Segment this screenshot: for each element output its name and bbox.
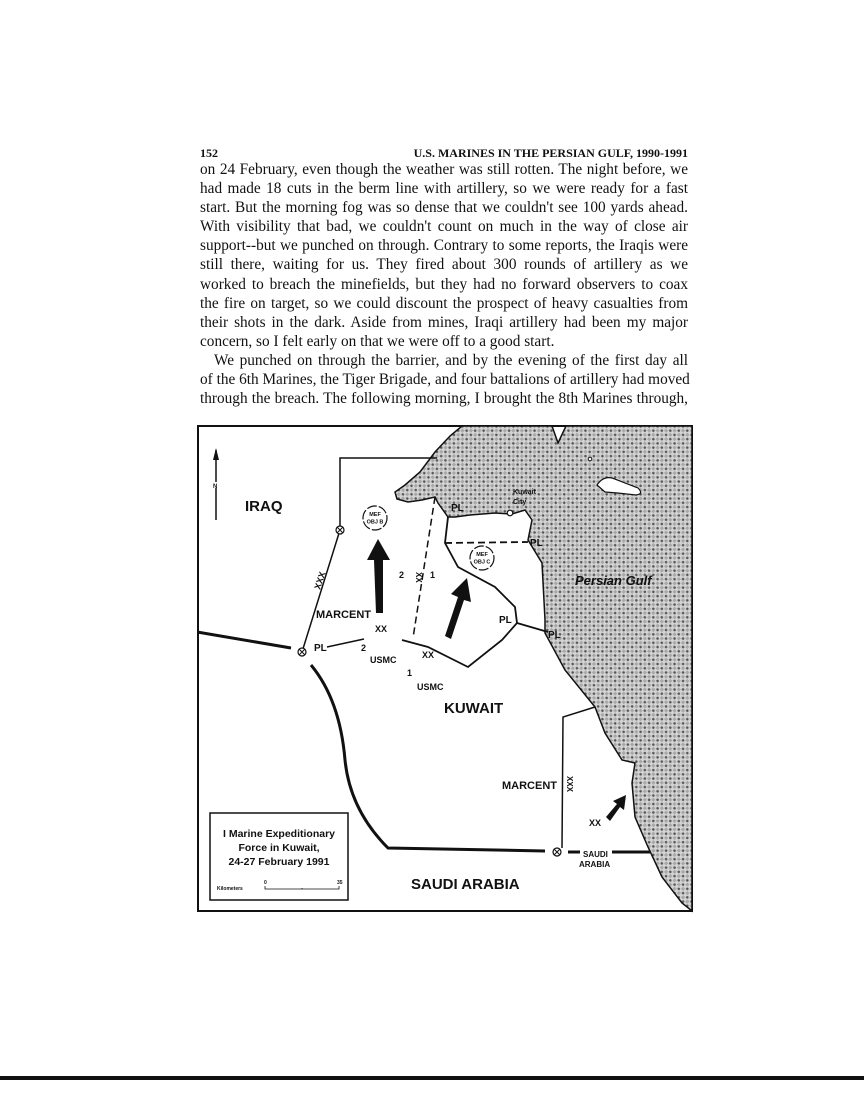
map-label: 24-27 February 1991: [228, 856, 330, 868]
text-line: their shots in the dark. Aside from mines, Iraqi artillery had been my major: [200, 313, 688, 331]
page-number: 152: [200, 146, 218, 160]
map-label: XXX: [565, 776, 574, 793]
text-line: through the breach. The following morning, I brought the 8th Marines through,: [200, 390, 688, 408]
map-label: PL: [499, 615, 512, 626]
map-label: 2: [399, 570, 405, 580]
map-legend: [210, 813, 348, 900]
kuwait-city-icon: [507, 510, 513, 516]
map-label: ARABIA: [579, 860, 611, 869]
map-label: SAUDI: [583, 850, 608, 859]
map-label: Persian Gulf: [575, 573, 652, 588]
map-label: 2: [361, 643, 367, 653]
text-line: start. But the morning fog was so dense that we couldn't see 100 yards ahead.: [200, 199, 688, 217]
map-label: USMC: [417, 682, 444, 692]
map-label: N: [213, 484, 218, 490]
body-text: [200, 160, 688, 408]
map-label: XX: [422, 650, 435, 660]
map-label: XX: [375, 624, 388, 634]
map-label: MEF: [369, 512, 381, 518]
map-label: I Marine Expeditionary: [222, 828, 336, 840]
map-label: XXX: [312, 570, 328, 591]
text-line: on 24 February, even though the weather was still rotten. The night before, we: [200, 161, 688, 178]
text-line: We punched on through the barrier, and by the evening of the first day all: [214, 351, 688, 369]
text-line: support--but we punched on through. Contrary to some reports, the Iraqis were: [200, 237, 688, 255]
map-figure: [197, 425, 693, 913]
map-label: Force in Kuwait,: [238, 842, 320, 854]
map-label: Kuwait: [513, 489, 536, 496]
running-head: U.S. MARINES IN THE PERSIAN GULF, 1990-1991: [413, 146, 688, 160]
map-label: USMC: [370, 655, 397, 665]
text-line: had made 18 cuts in the berm line with artillery, so we were ready for a fast: [200, 180, 688, 198]
text-line: of the 6th Marines, the Tiger Brigade, and four battalions of artillery had moved: [200, 371, 690, 389]
map-label: PL: [530, 538, 543, 549]
bottom-rule: [0, 1076, 864, 1080]
map-label: 1: [407, 668, 413, 678]
map-label: City: [513, 499, 527, 506]
map-label: Kilometers: [217, 886, 243, 892]
map-label: 0: [264, 880, 267, 886]
map-label: PL: [548, 630, 561, 641]
text-line: worked to breach the minefields, but they had no forward observers to coax: [200, 275, 688, 293]
map-label: PL: [314, 643, 327, 654]
text-line: the fire on target, so we could discount the prospect of heavy casualties from: [200, 294, 688, 312]
map-label: KUWAIT: [444, 700, 504, 717]
map-label: XX: [414, 572, 423, 583]
map-label: OBJ C: [473, 559, 491, 566]
map-label: PL: [451, 503, 464, 514]
map-label: SAUDI ARABIA: [411, 876, 520, 893]
map-label: 35: [337, 880, 343, 886]
map-label: MARCENT: [502, 780, 557, 792]
map-label: MEF: [476, 552, 488, 558]
map-label: XX: [589, 818, 602, 828]
text-line: still there, waiting for us. They fired about 300 rounds of artillery as we: [200, 256, 688, 274]
text-line: With visibility that bad, we couldn't count on much in the way of close air: [200, 218, 688, 236]
map-label: OBJ B: [366, 519, 384, 526]
map-label: 1: [430, 570, 436, 580]
map-label: MARCENT: [316, 609, 371, 621]
text-line: concern, so I felt early on that we were off to a good start.: [200, 332, 555, 350]
map-label: IRAQ: [245, 498, 283, 515]
